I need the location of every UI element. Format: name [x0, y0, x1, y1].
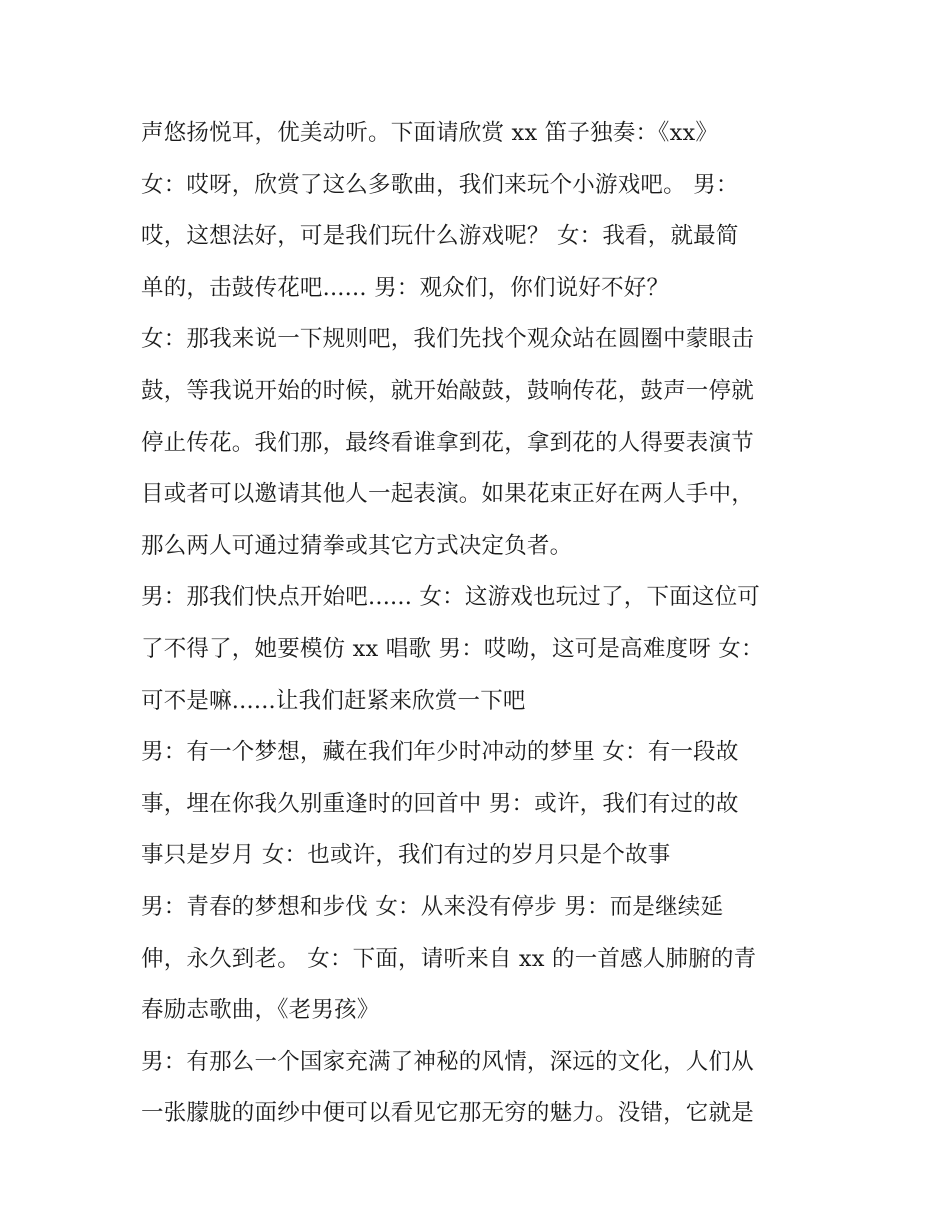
text-line: 男：有那么一个国家充满了神秘的风情，深远的文化，人们从	[141, 1048, 754, 1075]
text-line: 伸，永久到老。 女：下面，请听来自 xx 的一首感人肺腑的青	[141, 945, 757, 972]
text-line: 哎，这想法好，可是我们玩什么游戏呢？ 女：我看，就最简	[141, 223, 739, 250]
text-line: 目或者可以邀请其他人一起表演。如果花束正好在两人手中，	[141, 481, 754, 508]
text-line: 可不是嘛......让我们赶紧来欣赏一下吧	[141, 687, 526, 714]
text-line: 事，埋在你我久别重逢时的回首中 男：或许，我们有过的故	[141, 790, 739, 817]
text-line: 单的，击鼓传花吧...... 男：观众们，你们说好不好？	[141, 274, 670, 301]
text-line: 那么两人可通过猜拳或其它方式决定负者。	[141, 532, 573, 559]
text-line: 声悠扬悦耳，优美动听。下面请欣赏 xx 笛子独奏：《xx》	[141, 120, 719, 146]
document-body	[141, 108, 821, 1140]
text-line: 男：青春的梦想和步伐 女：从来没有停步 男：而是继续延	[141, 893, 724, 920]
text-line: 停止传花。我们那，最终看谁拿到花，拿到花的人得要表演节	[141, 429, 754, 456]
text-line: 男：那我们快点开始吧...... 女：这游戏也玩过了，下面这位可	[141, 584, 760, 611]
text-line: 男：有一个梦想，藏在我们年少时冲动的梦里 女：有一段故	[141, 739, 739, 766]
text-line: 一张朦胧的面纱中便可以看见它那无穷的魅力。没错，它就是	[141, 1100, 754, 1127]
text-line: 女：哎呀，欣赏了这么多歌曲，我们来玩个小游戏吧。 男：	[141, 171, 739, 198]
text-line: 了不得了，她要模仿 xx 唱歌 男：哎呦，这可是高难度呀 女：	[141, 635, 764, 662]
text-line: 鼓，等我说开始的时候，就开始敲鼓，鼓响传花，鼓声一停就	[141, 377, 754, 404]
text-line: 事只是岁月 女：也或许，我们有过的岁月只是个故事	[141, 842, 671, 869]
text-line: 春励志歌曲，《老男孩》	[141, 997, 380, 1024]
text-line: 女：那我来说一下规则吧，我们先找个观众站在圆圈中蒙眼击	[141, 326, 754, 353]
